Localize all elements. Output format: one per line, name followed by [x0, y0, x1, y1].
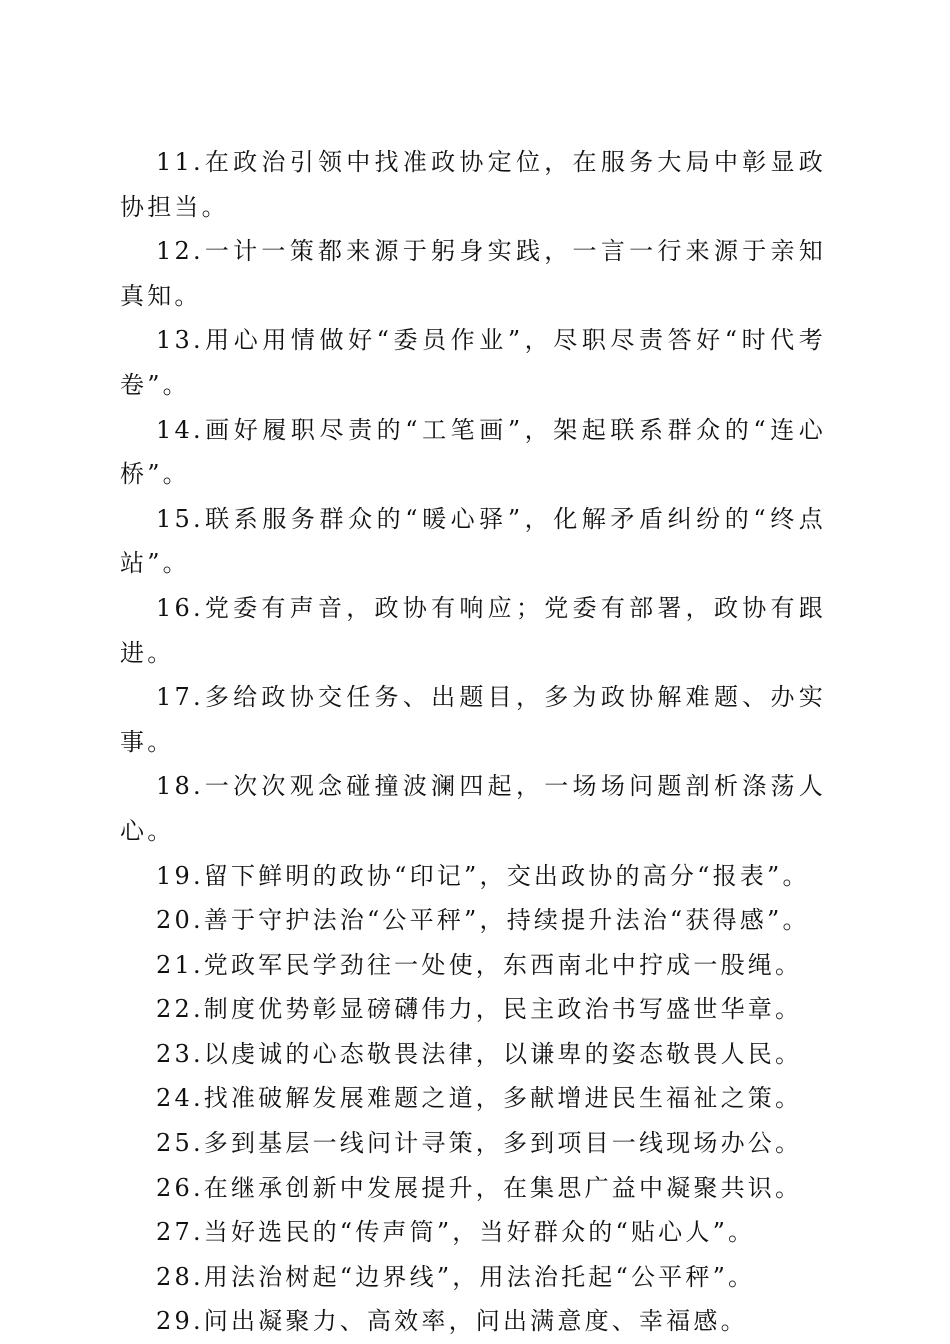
list-item: 21.党政军民学劲往一处使，东西南北中拧成一股绳。: [156, 950, 803, 979]
list-item: 22.制度优势彰显磅礴伟力，民主政治书写盛世华章。: [156, 995, 803, 1024]
list-item: 25.多到基层一线问计寻策，多到项目一线现场办公。: [156, 1129, 803, 1158]
list-item: 24.找准破解发展难题之道，多献增进民生福祉之策。: [156, 1084, 803, 1113]
list-item: 20.善于守护法治“公平秤”，持续提升法治“获得感”。: [156, 906, 810, 935]
document-body: [120, 140, 826, 1344]
list-item: 29.问出凝聚力、高效率，问出满意度、幸福感。: [156, 1307, 748, 1336]
list-item: 11.在政治引领中找准政协定位，在服务大局中彰显政协担当。: [120, 148, 826, 221]
list-item: 18.一次次观念碰撞波澜四起，一场场问题剖析涤荡人心。: [120, 772, 826, 845]
list-item: 16.党委有声音，政协有响应；党委有部署，政协有跟进。: [120, 593, 826, 667]
list-item: 27.当好选民的“传声筒”，当好群众的“贴心人”。: [156, 1218, 756, 1247]
list-item: 28.用法治树起“边界线”，用法治托起“公平秤”。: [156, 1262, 756, 1291]
list-item: 12.一计一策都来源于躬身实践，一言一行来源于亲知真知。: [120, 237, 826, 310]
list-item: 13.用心用情做好“委员作业”，尽职尽责答好“时代考卷”。: [120, 326, 826, 399]
list-item: 15.联系服务群众的“暖心驿”，化解矛盾纠纷的“终点站”。: [120, 504, 826, 578]
list-item: 26.在继承创新中发展提升，在集思广益中凝聚共识。: [156, 1173, 803, 1202]
list-item: 23.以虔诚的心态敬畏法律，以谦卑的姿态敬畏人民。: [156, 1039, 803, 1068]
list-item: 14.画好履职尽责的“工笔画”，架起联系群众的“连心桥”。: [120, 415, 826, 489]
list-item: 19.留下鲜明的政协“印记”，交出政协的高分“报表”。: [156, 861, 810, 890]
list-item: 17.多给政协交任务、出题目，多为政协解难题、办实事。: [120, 683, 826, 756]
